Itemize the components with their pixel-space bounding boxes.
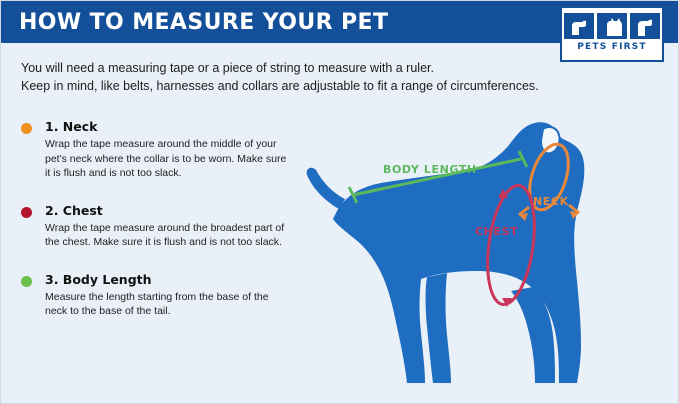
step-body: Wrap the tape measure around the middle of your pet's neck where the collar is to be worn. Make sure it is flush and is not too slack. xyxy=(45,138,287,179)
step-title: 1. Neck xyxy=(45,119,98,134)
label-body-length: BODY LENGTH xyxy=(383,163,477,176)
logo-caption: PETS FIRST xyxy=(577,42,647,52)
step-neck xyxy=(21,119,291,181)
intro-line-1: You will need a measuring tape or a piece of string to measure with a ruler. xyxy=(21,61,434,75)
step-title: 3. Body Length xyxy=(45,271,152,287)
step-chest xyxy=(21,203,291,250)
bullet-dot-icon xyxy=(21,276,32,287)
label-neck: NECK xyxy=(533,195,569,208)
step-title: 2. Chest xyxy=(45,202,103,218)
step-body: Wrap the tape measure around the broadest part of the chest. Make sure it is flush and is not too slack. xyxy=(45,221,285,248)
dog-diagram xyxy=(297,101,672,401)
steps-list xyxy=(21,119,291,341)
brand-logo xyxy=(560,6,664,62)
step-body-length xyxy=(21,272,291,319)
pets-silhouettes-icon xyxy=(562,12,662,40)
step-body: Measure the length starting from the base of the neck to the base of the tail. xyxy=(45,290,269,317)
page-title: HOW TO MEASURE YOUR PET xyxy=(19,10,389,35)
bullet-dot-icon xyxy=(21,123,32,134)
bullet-dot-icon xyxy=(21,207,32,218)
dog-silhouette-icon xyxy=(297,101,672,401)
intro-line-2: Keep in mind, like belts, harnesses and collars are adjustable to fit a range of circumferences. xyxy=(21,79,539,93)
intro-text xyxy=(21,59,641,95)
label-chest: CHEST xyxy=(475,225,519,238)
